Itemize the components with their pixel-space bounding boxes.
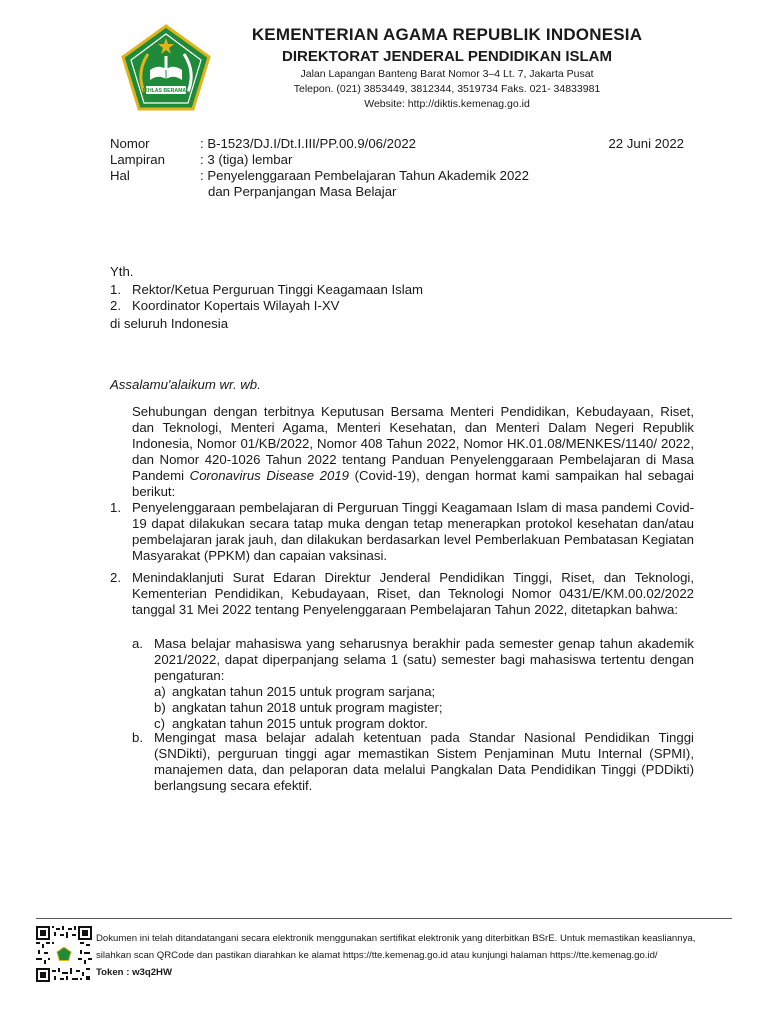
- recipient-text: Rektor/Ketua Perguruan Tinggi Keagamaan Islam: [132, 282, 424, 297]
- recipient-location: di seluruh Indonesia: [110, 316, 229, 331]
- kemenag-logo: [120, 24, 212, 112]
- directorate-name: DIREKTORAT JENDERAL PENDIDIKAN ISLAM: [281, 48, 613, 65]
- letter-date: 22 Juni 2022: [608, 136, 684, 151]
- sub-point-b: b. Mengingat masa belajar adalah ketentuan pada Standar Nasional Pendidikan Tinggi (SNDikti), perguruan tinggi agar memastikan Sistem Penjaminan Mutu Internal (SPMI), manajemen data, dan pelaporan data melalui Pangkalan Data Pendidikan Tinggi (PDDikti) berlangsung secara efektif.: [132, 730, 694, 793]
- point-text: Penyelenggaraan pembelajaran di Perguruan Tinggi Keagamaan Islam di masa pandemi Covid-19 dapat dilakukan secara tatap muka dengan tetap menerapkan protokol kesehatan dan/atau pembelajaran jarak jauh, dan dilakukan berdasarkan level Pemberlakuan Pembatasan Kegiatan Masyarakat (PPKM) dan capaian vaksinasi.: [132, 500, 694, 563]
- footer-line-1: Dokumen ini telah ditandatangani secara elektronik menggunakan sertifikat elektronik yang diterbitkan BSrE. Untuk memastikan keasliannya,: [96, 933, 696, 944]
- sub-point-a: a. Masa belajar mahasiswa yang seharusnya berakhir pada semester genap tahun akademik 2021/2022, dapat diperpanjang selama 1 (satu) semester bagi mahasiswa tertentu dengan pengaturan: a) angkatan tahun 2015 untuk program sarjana; b) angkatan tahun 2018 untuk program magister; c) angkatan tahun 2015 untuk program doktor.: [132, 636, 694, 731]
- yth: Yth.: [110, 264, 134, 279]
- footer-line-2: silahkan scan QRCode dan pastikan diarahkan ke alamat https://tte.kemenag.go.id atau kunjungi halaman https://tte.kemenag.go.id/: [96, 950, 658, 961]
- letter-meta: [110, 136, 690, 200]
- intro-block: [110, 404, 694, 500]
- lampiran-label: Lampiran: [110, 152, 165, 167]
- nomor-row: [110, 136, 690, 152]
- footer-divider: [36, 918, 732, 919]
- hal-row: [110, 168, 690, 184]
- logo-motto: IKHLAS BERAMAL: [142, 88, 190, 95]
- intro-paragraph: Sehubungan dengan terbitnya Keputusan Bersama Menteri Pendidikan, Kebudayaan, Riset, dan Teknologi, Menteri Agama, Menteri Kesehatan, dan Menteri Dalam Negeri Republik Indonesia, Nomor 01/KB/2022, Nomor 408 Tahun 2022, Nomor HK.01.08/MENKES/1140/ 2022, dan Nomor 420-1026 Tahun 2022 tentang Panduan Penyelenggaraan Pembelajaran di Masa Pandemi Coronavirus Disease 2019 (Covid-19), dengan hormat kami sampaikan hal sebagai berikut:: [132, 404, 694, 499]
- point-2: 2. Menindaklanjuti Surat Edaran Direktur Jenderal Pendidikan Tinggi, Riset, dan Teknologi, Kementerian Pendidikan, Kebudayaan, Riset, dan Teknologi Nomor 0431/E/KM.00.02/2022 tanggal 31 Mei 2022 tentang Penyelenggaraan Pembelajaran Tahun 2022, ditetapkan bahwa:: [110, 570, 694, 617]
- sub-point-text: Masa belajar mahasiswa yang seharusnya berakhir pada semester genap tahun akademik 2021/2022, dapat diperpanjang selama 1 (satu) semester bagi mahasiswa tertentu dengan pengaturan:: [154, 636, 694, 683]
- qr-code: [36, 926, 92, 982]
- sub-a-list: [132, 684, 694, 732]
- hal-row-cont: [110, 184, 690, 200]
- list-item: c) angkatan tahun 2015 untuk program doktor.: [154, 716, 428, 731]
- greeting: Assalamu'alaikum wr. wb.: [110, 377, 261, 392]
- website: Website: http://diktis.kemenag.go.id: [364, 98, 530, 110]
- recipient-item: 1. Rektor/Ketua Perguruan Tinggi Keagamaan Islam: [110, 282, 694, 298]
- sub-point-text: Mengingat masa belajar adalah ketentuan pada Standar Nasional Pendidikan Tinggi (SNDikti), perguruan tinggi agar memastikan Sistem Penjaminan Mutu Internal (SPMI), manajemen data, dan pelaporan data melalui Pangkalan Data Pendidikan Tinggi (PDDikti) berlangsung secara efektif.: [154, 730, 694, 793]
- ministry-name: KEMENTERIAN AGAMA REPUBLIK INDONESIA: [251, 25, 643, 44]
- footer-token: Token : w3q2HW: [96, 967, 173, 978]
- lampiran-row: [110, 152, 690, 168]
- address: Jalan Lapangan Banteng Barat Nomor 3–4 Lt. 7, Jakarta Pusat: [300, 68, 594, 80]
- list-item: a) angkatan tahun 2015 untuk program sarjana;: [154, 684, 436, 699]
- nomor-value: : B-1523/DJ.I/Dt.I.III/PP.00.9/06/2022: [200, 136, 417, 151]
- intro-italic: Coronavirus Disease 2019: [189, 468, 349, 483]
- letterhead: [232, 24, 662, 112]
- greeting-block: [110, 377, 694, 393]
- phone: Telepon. (021) 3853449, 3812344, 3519734 Faks. 021- 34833981: [293, 83, 601, 95]
- point-1: 1. Penyelenggaraan pembelajaran di Perguruan Tinggi Keagamaan Islam di masa pandemi Covid-19 dapat dilakukan secara tatap muka dengan tetap menerapkan protokol kesehatan dan/atau pembelajaran jarak jauh, dan dilakukan berdasarkan level Pemberlakuan Pembatasan Kegiatan Masyarakat (PPKM) dan capaian vaksinasi.: [110, 500, 694, 563]
- hal-value-2: dan Perpanjangan Masa Belajar: [208, 184, 397, 199]
- recipient-text: Koordinator Kopertais Wilayah I-XV: [132, 298, 340, 313]
- point-text: Menindaklanjuti Surat Edaran Direktur Jenderal Pendidikan Tinggi, Riset, dan Teknologi, Kementerian Pendidikan, Kebudayaan, Riset, dan Teknologi Nomor 0431/E/KM.00.02/2022 tanggal 31 Mei 2022 tentang Penyelenggaraan Pembelajaran Tahun 2022, ditetapkan bahwa:: [132, 570, 694, 617]
- nomor-label: Nomor: [110, 136, 150, 151]
- lampiran-value: : 3 (tiga) lembar: [200, 152, 293, 167]
- recipient-item: 2. Koordinator Kopertais Wilayah I-XV: [110, 298, 694, 314]
- footer-note: [96, 930, 746, 981]
- hal-value: : Penyelenggaraan Pembelajaran Tahun Akademik 2022: [200, 168, 529, 183]
- hal-label: Hal: [110, 168, 130, 183]
- list-item: b) angkatan tahun 2018 untuk program magister;: [154, 700, 443, 715]
- recipients: [110, 264, 694, 332]
